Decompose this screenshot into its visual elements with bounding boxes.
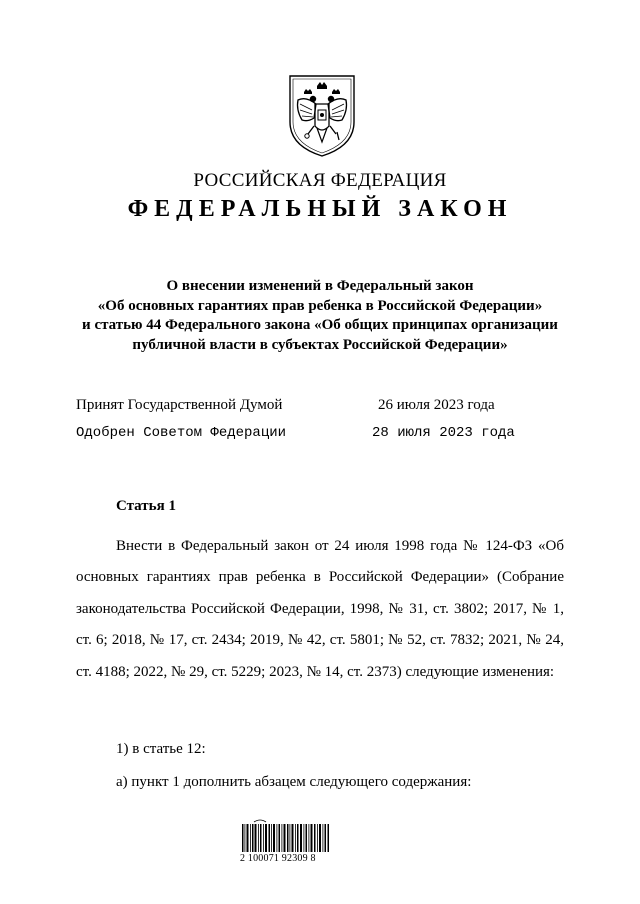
- article-paragraph: [76, 531, 564, 688]
- article-heading: Статья 1: [116, 498, 176, 514]
- duma-adoption-date: 26 июля 2023 года: [378, 397, 495, 413]
- law-title-line: и статью 44 Федерального закона «Об общих принципах организации: [82, 317, 558, 333]
- barcode-number: 2 100071 92309 8: [240, 853, 316, 864]
- article-paragraph-text: Внести в Федеральный закон от 24 июля 1998 года № 124-ФЗ «Об основных гарантиях прав ребенка в Российской Федерации» (Собрание законодательства Российской Федерации, 1998, № 31, ст. 3802; 2017, № 1, ст. 6; 2018, № 17, ст. 2434; 2019, № 42, ст. 5801; № 52, ст. 7832; 2021, № 24, ст. 4188; 2022, № 29, ст. 5229; 2023, № 14, ст. 2373) следующие изменения:: [76, 538, 564, 680]
- amendment-subitem: а) пункт 1 дополнить абзацем следующего содержания:: [116, 774, 472, 790]
- amendment-item: 1) в статье 12:: [116, 741, 206, 757]
- council-approval-label: Одобрен Советом Федерации: [76, 425, 287, 441]
- law-title: [60, 277, 580, 355]
- coat-of-arms-emblem: [284, 70, 360, 160]
- duma-adoption-label: Принят Государственной Думой: [76, 397, 283, 413]
- law-title-line: публичной власти в субъектах Российской Федерации»: [132, 336, 508, 353]
- country-name: РОССИЙСКАЯ ФЕДЕРАЦИЯ: [193, 170, 447, 191]
- law-title-line: О внесении изменений в Федеральный закон: [166, 278, 474, 294]
- law-title-line: «Об основных гарантиях прав ребенка в Российской Федерации»: [97, 297, 543, 314]
- document-type: ФЕДЕРАЛЬНЫЙ ЗАКОН: [127, 196, 513, 222]
- council-approval-date: 28 июля 2023 года: [372, 425, 515, 441]
